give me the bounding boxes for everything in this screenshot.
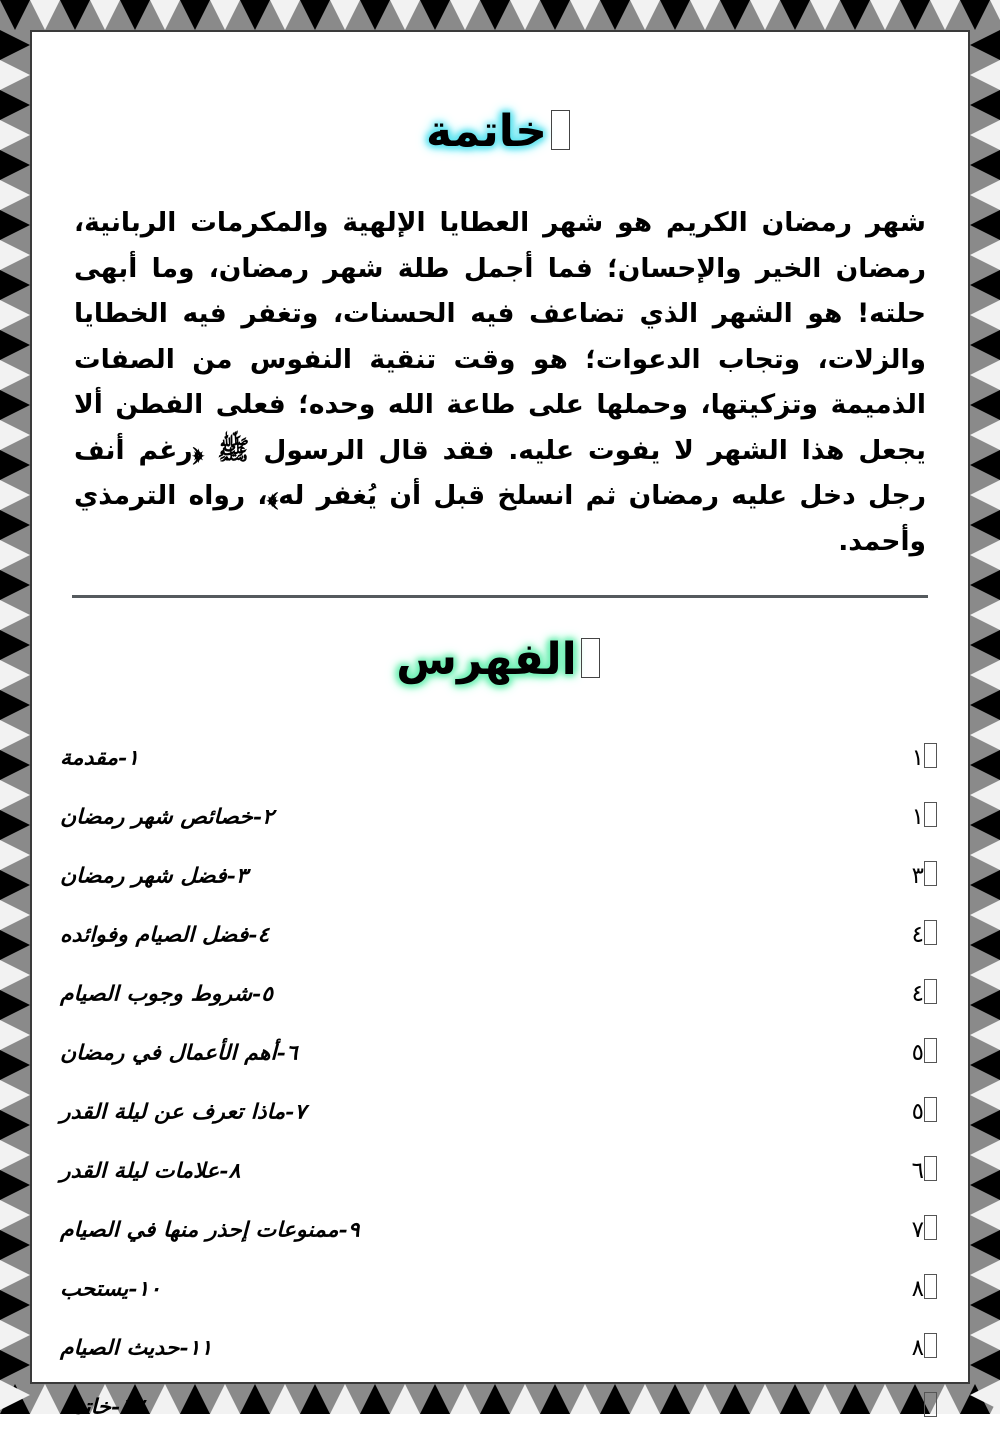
toc-page-number-text: ٧: [911, 1217, 924, 1244]
border-triangle: [0, 780, 30, 810]
border-triangle: [0, 90, 30, 120]
border-triangle: [0, 150, 30, 180]
toc-entry-title[interactable]: ٩-ممنوعات إحذر منها في الصيام: [60, 1216, 360, 1242]
toc-page-number: [864, 964, 940, 1023]
border-triangle: [970, 1020, 1000, 1050]
page-content: [32, 32, 968, 1421]
border-triangle: [970, 570, 1000, 600]
border-triangle: [0, 240, 30, 270]
border-triangle: [810, 0, 840, 30]
border-triangle: [630, 0, 660, 30]
border-triangle: [970, 1140, 1000, 1170]
border-triangle: [970, 180, 1000, 210]
conclusion-heading: [60, 106, 940, 157]
toc-entry-title[interactable]: ٨-علامات ليلة القدر: [60, 1157, 241, 1183]
border-triangle: [0, 810, 30, 840]
toc-page-number-text: ٦: [911, 1158, 924, 1185]
border-triangle: [0, 1230, 30, 1260]
border-triangle: [0, 1020, 30, 1050]
toc-page-number: [864, 1200, 940, 1259]
border-triangle: [0, 990, 30, 1020]
missing-glyph-box: [924, 979, 937, 1004]
border-triangle: [780, 0, 810, 30]
toc-entry-title[interactable]: ١-مقدمة: [60, 744, 139, 770]
border-triangle: [970, 360, 1000, 390]
border-triangle: [970, 930, 1000, 960]
border-triangle: [90, 0, 120, 30]
missing-glyph-box: [924, 1215, 937, 1240]
toc-page-number: [864, 905, 940, 964]
toc-row[interactable]: [60, 1200, 940, 1259]
border-triangle: [0, 1380, 30, 1410]
toc-page-number-text: ١: [911, 804, 924, 831]
border-triangle: [0, 480, 30, 510]
border-triangle: [970, 330, 1000, 360]
toc-page-number-text: ٤: [911, 981, 924, 1008]
border-triangle: [970, 390, 1000, 420]
border-triangle: [0, 600, 30, 630]
border-triangle: [570, 0, 600, 30]
border-triangle: [970, 720, 1000, 750]
border-triangle: [970, 1230, 1000, 1260]
missing-glyph-box: [924, 920, 937, 945]
border-triangle: [390, 0, 420, 30]
missing-glyph-box: [924, 1038, 937, 1063]
border-triangle: [990, 0, 1000, 30]
toc-entry-title[interactable]: ١٢-خاتمة: [60, 1393, 144, 1419]
toc-entry-title[interactable]: ٥-شروط وجوب الصيام: [60, 980, 273, 1006]
border-triangle: [0, 1050, 30, 1080]
border-triangle: [970, 1350, 1000, 1380]
border-triangle: [240, 0, 270, 30]
conclusion-paragraph: شهر رمضان الكريم هو شهر العطايا الإلهية والمكرمات الربانية، رمضان الخير والإحسان؛ فما أجمل طلة شهر رمضان، وما أبهى حلته! هو الشهر الذي تضاعف فيه الحسنات، وتغفر فيه الخطايا والزلات، وتجاب الدعوات؛ هو وقت تنقية النفوس من الصفات الذميمة وتزكيتها، وحملها على طاعة الله وحده؛ فعلى الفطن ألا يجعل هذا الشهر لا يفوت عليه. فقد قال الرسول ﷺ ﴿رغم أنف رجل دخل عليه رمضان ثم انسلخ قبل أن يُغفر له﴾، رواه الترمذي وأحمد.: [74, 207, 926, 558]
border-triangle: [0, 270, 30, 300]
toc-page-number: [864, 1318, 940, 1377]
border-triangle: [0, 750, 30, 780]
border-triangle: [970, 810, 1000, 840]
border-triangle: [970, 600, 1000, 630]
border-triangle: [870, 0, 900, 30]
missing-glyph-box: [924, 743, 937, 768]
toc-entry-title[interactable]: ٤-فضل الصيام وفوائده: [60, 921, 270, 947]
border-triangle: [0, 930, 30, 960]
border-triangle: [660, 0, 690, 30]
border-triangle: [0, 1200, 30, 1230]
border-triangle: [0, 1140, 30, 1170]
border-triangle: [970, 1110, 1000, 1140]
missing-glyph-box: [924, 802, 937, 827]
toc-page-number: [864, 846, 940, 905]
border-triangle: [0, 360, 30, 390]
border-triangle: [970, 450, 1000, 480]
border-triangle: [540, 0, 570, 30]
border-triangle: [360, 0, 390, 30]
border-triangle: [970, 150, 1000, 180]
toc-page-number-text: ٤: [911, 922, 924, 949]
border-triangle: [450, 0, 480, 30]
border-triangle: [930, 0, 960, 30]
border-triangle: [970, 1200, 1000, 1230]
border-triangle: [970, 1080, 1000, 1110]
border-triangle: [0, 630, 30, 660]
missing-glyph-box: [924, 1156, 937, 1181]
border-triangle: [330, 0, 360, 30]
border-triangle: [30, 1384, 60, 1414]
border-triangle: [970, 270, 1000, 300]
toc-page-number: [864, 1141, 940, 1200]
toc-page-number-text: ٨: [911, 1335, 924, 1362]
border-triangle: [720, 0, 750, 30]
toc-row[interactable]: [60, 964, 940, 1023]
border-triangle: [0, 420, 30, 450]
border-triangle: [970, 90, 1000, 120]
border-triangle: [60, 0, 90, 30]
missing-glyph-box: [924, 1392, 937, 1417]
toc-page-number: [864, 1023, 940, 1082]
toc-row[interactable]: [60, 1141, 940, 1200]
missing-glyph-box: [924, 1097, 937, 1122]
toc-page-number: [864, 728, 940, 787]
border-triangle: [900, 0, 930, 30]
toc-page-number-text: ٥: [911, 1099, 924, 1126]
border-triangle: [480, 0, 510, 30]
toc-row[interactable]: [60, 905, 940, 964]
toc-entry-title[interactable]: ١٠-يستحب: [60, 1275, 161, 1301]
border-triangle: [0, 510, 30, 540]
toc-page-number: [864, 1259, 940, 1318]
border-triangle: [690, 0, 720, 30]
border-triangle: [840, 0, 870, 30]
border-triangle: [970, 960, 1000, 990]
border-triangle: [970, 210, 1000, 240]
border-triangle: [0, 1260, 30, 1290]
border-triangle: [120, 0, 150, 30]
border-triangle: [970, 690, 1000, 720]
border-triangle: [960, 0, 990, 30]
border-triangle: [420, 0, 450, 30]
border-triangle: [0, 570, 30, 600]
border-triangle: [970, 900, 1000, 930]
section-divider: [72, 595, 928, 598]
border-triangle: [0, 1290, 30, 1320]
border-triangle: [750, 0, 780, 30]
toc-page-number: [864, 1082, 940, 1141]
toc-row[interactable]: [60, 728, 940, 787]
border-triangle: [0, 1110, 30, 1140]
border-triangle: [970, 1380, 1000, 1410]
toc-row[interactable]: [60, 1023, 940, 1082]
border-triangle: [970, 420, 1000, 450]
border-triangle: [970, 510, 1000, 540]
border-triangle: [270, 0, 300, 30]
border-triangle: [0, 690, 30, 720]
missing-glyph-box: [924, 861, 937, 886]
border-triangle: [0, 540, 30, 570]
toc-page-number-text: ٥: [911, 1040, 924, 1067]
border-triangle: [0, 120, 30, 150]
border-triangle: [970, 750, 1000, 780]
conclusion-heading-text: خاتمة: [426, 106, 547, 157]
border-triangle: [970, 1290, 1000, 1320]
missing-glyph-box: [924, 1274, 937, 1299]
toc-entry-title[interactable]: ٦-أهم الأعمال في رمضان: [60, 1039, 298, 1065]
border-triangle: [970, 120, 1000, 150]
border-triangle: [0, 390, 30, 420]
border-triangle: [0, 840, 30, 870]
border-triangle: [970, 870, 1000, 900]
border-triangle: [0, 330, 30, 360]
border-triangle: [970, 540, 1000, 570]
toc-page-number-text: ٣: [911, 863, 924, 890]
border-triangle: [970, 780, 1000, 810]
border-triangle: [30, 0, 60, 30]
border-triangle: [970, 240, 1000, 270]
toc-entry-title[interactable]: ١١-حديث الصيام: [60, 1334, 213, 1360]
border-triangle: [0, 1320, 30, 1350]
border-triangle: [970, 990, 1000, 1020]
border-triangle: [0, 720, 30, 750]
border-triangle: [0, 960, 30, 990]
toc-page-number-text: ٩: [911, 1394, 924, 1421]
border-triangle: [970, 60, 1000, 90]
border-triangle: [0, 870, 30, 900]
toc-page-number-text: ٨: [911, 1276, 924, 1303]
border-triangle: [0, 660, 30, 690]
border-triangle: [150, 0, 180, 30]
border-triangle: [970, 300, 1000, 330]
border-triangle: [970, 480, 1000, 510]
border-triangle: [0, 180, 30, 210]
border-triangle: [510, 0, 540, 30]
toc-entry-title[interactable]: ٣-فضل شهر رمضان: [60, 862, 248, 888]
toc-row[interactable]: [60, 846, 940, 905]
toc-row[interactable]: [60, 1082, 940, 1141]
missing-glyph-box: [924, 1333, 937, 1358]
missing-glyph-box: [551, 110, 570, 150]
border-triangle: [970, 1170, 1000, 1200]
toc-entry-title[interactable]: ٧-ماذا تعرف عن ليلة القدر: [60, 1098, 307, 1124]
border-triangle: [0, 60, 30, 90]
toc-page-number: [864, 787, 940, 846]
border-triangle: [970, 1260, 1000, 1290]
border-triangle: [970, 840, 1000, 870]
border-triangle: [970, 630, 1000, 660]
border-triangle: [0, 1170, 30, 1200]
border-triangle: [0, 450, 30, 480]
border-triangle: [600, 0, 630, 30]
border-triangle: [970, 1050, 1000, 1080]
border-triangle: [0, 1080, 30, 1110]
border-triangle: [210, 0, 240, 30]
border-triangle: [0, 1350, 30, 1380]
toc-row[interactable]: [60, 1318, 940, 1377]
inner-frame-line-right: [968, 30, 970, 1384]
border-triangle: [300, 0, 330, 30]
toc-page-number-text: ١: [911, 745, 924, 772]
border-triangle: [0, 30, 30, 60]
toc-row[interactable]: [60, 1377, 940, 1436]
border-triangle: [0, 900, 30, 930]
border-triangle: [970, 660, 1000, 690]
toc-row[interactable]: [60, 787, 940, 846]
border-triangle: [970, 30, 1000, 60]
border-triangle: [0, 300, 30, 330]
missing-glyph-box: [581, 638, 600, 678]
toc-row[interactable]: [60, 1259, 940, 1318]
toc-page-number: [864, 1377, 940, 1436]
index-heading: [60, 633, 940, 685]
border-triangle: [180, 0, 210, 30]
border-triangle: [970, 1320, 1000, 1350]
border-triangle: [0, 0, 30, 30]
index-heading-text: الفهرس: [396, 633, 577, 685]
border-triangle: [0, 210, 30, 240]
table-of-contents: [60, 728, 940, 1436]
toc-entry-title[interactable]: ٢-خصائص شهر رمضان: [60, 803, 274, 829]
